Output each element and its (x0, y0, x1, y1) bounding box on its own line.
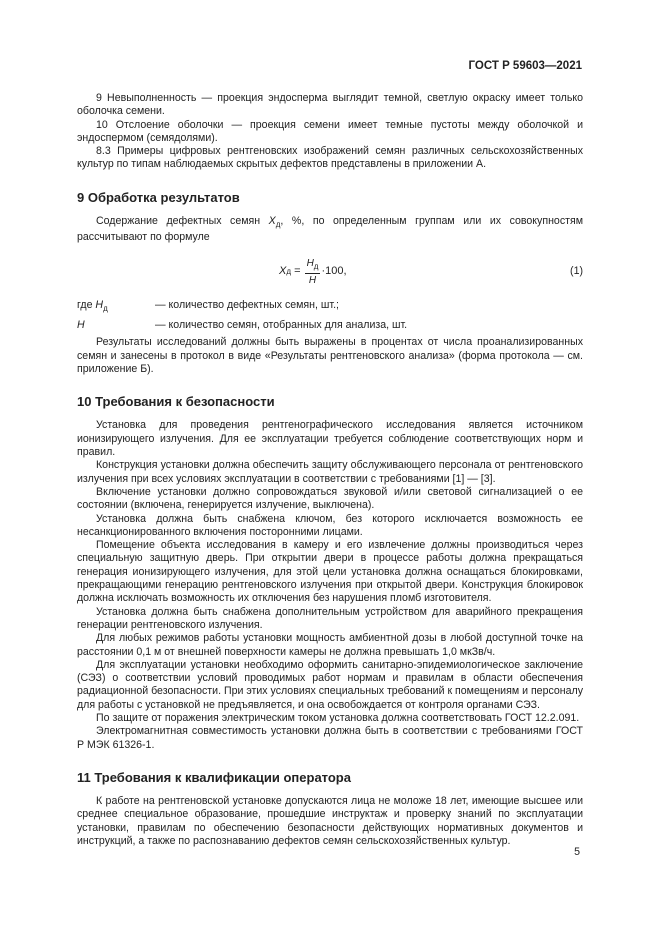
section-10-para-1: Установка для проведения рентгенографического исследования является источником ионизирующего излучения. Для ее эксплуатации требуется соблюдение соответствующих норм и правил. (77, 419, 583, 459)
standard-header: ГОСТ Р 59603—2021 (468, 60, 582, 72)
formula-multiplier: ·100, (321, 265, 347, 278)
section-9-title: 9 Обработка результатов (77, 189, 240, 205)
legend-label-2 (77, 319, 155, 332)
section-10-para-4: Установка должна быть снабжена ключом, без которого исключается возможность ее несанкционированного включения посторонними лицами. (77, 512, 583, 538)
section-9-lead (77, 215, 583, 245)
legend-variable-1: H (95, 298, 104, 311)
lead-text-2: , %, по определенным группам или их совокупностям рассчитывают по формуле (77, 215, 583, 244)
lead-variable-subscript: д (275, 220, 281, 230)
section-10-title: 10 Требования к безопасности (77, 394, 275, 410)
section-10-para-7: Для любых режимов работы установки мощность амбиентной дозы в любой доступной точке на расстоянии 0,1 м от внешней поверхности камеры не должна превышать 1,0 мкЗв/ч. (77, 632, 583, 658)
defect-item-9: 9 Невыполненность — проекция эндосперма выглядит темной, светлую окраску имеет только оболочка семени. (77, 92, 583, 118)
formula-number: (1) (570, 264, 583, 277)
legend-variable-2: H (77, 318, 85, 331)
formula-numerator (305, 257, 321, 274)
formula-legend (77, 299, 583, 333)
formula-expression (279, 257, 347, 288)
formula-denominator: H (308, 274, 317, 286)
legend-where-word: где (77, 298, 93, 311)
formula-lhs: X (279, 265, 287, 278)
lead-variable: X (268, 215, 276, 228)
legend-row-1 (77, 299, 583, 315)
formula-numerator-subscript: д (313, 261, 319, 271)
section-10-para-9: По защите от поражения электрическим током установка должна соответствовать ГОСТ 12.2.091. (96, 711, 580, 724)
legend-definition-2: — количество семян, отобранных для анализа, шт. (155, 318, 408, 331)
section-10-para-5: Помещение объекта исследования в камеру и его извлечение должны производиться через специальную защитную дверь. При открытии двери в процессе работы должна прекращаться генерация ионизирующего излучения, для этой цели установка должна оснащаться блокировками, прекращающими генерацию рентгеновского излучения при открытой двери. Конструкция блокировок должна исключать возможность их отключения без нарушения пломб изготовителя. (77, 539, 583, 605)
section-11-title: 11 Требования к квалификации оператора (77, 769, 351, 785)
defect-item-10: 10 Отслоение оболочки — проекция семени имеет темные пустоты между оболочкой и эндоспермом (семядолями). (77, 118, 583, 144)
section-10-para-3: Включение установки должно сопровождаться звуковой и/или световой сигнализацией о ее состоянии (включена, генерируется излучение, выключена). (77, 485, 583, 512)
formula-1 (77, 253, 583, 291)
section-10-para-2: Конструкция установки должна обеспечить защиту обслуживающего персонала от рентгеновского излучения при всех условиях эксплуатации в соответствии с требованиями [1] — [3]. (77, 459, 583, 485)
page-number: 5 (574, 846, 580, 858)
formula-lhs-subscript: д (286, 267, 292, 277)
section-10-para-10: Электромагнитная совместимость установки должна быть в соответствии с требованиями ГОСТ Р МЭК 61326-1. (77, 725, 583, 751)
formula-numerator-var: H (306, 257, 314, 269)
section-10-para-6: Установка должна быть снабжена дополнительным устройством для аварийного прекращения генерации рентгеновского излучения. (77, 605, 583, 631)
clause-8-3: 8.3 Примеры цифровых рентгеновских изображений семян различных сельскохозяйственных культур по типам наблюдаемых скрытых дефектов представлены в приложении А. (77, 145, 583, 171)
section-9-result: Результаты исследований должны быть выражены в процентах от числа проанализированных семян и занесены в протокол в виде «Результаты рентгеновского анализа» (форма протокола — см. приложение Б). (77, 336, 583, 375)
section-11-para: К работе на рентгеновской установке допускаются лица не моложе 18 лет, имеющие высшее или среднее специальное образование, прошедшие инструктаж и проверку знаний по эксплуатации установки, правилам по обеспечению безопасности действующих нормативных документов и инструкций, а также по распознаванию дефектов семян сельскохозяйственных культур. (77, 795, 583, 848)
formula-fraction (305, 257, 321, 288)
legend-label-1 (77, 299, 155, 315)
formula-equals: = (291, 265, 304, 278)
legend-definition-1: — количество дефектных семян, шт.; (155, 298, 339, 311)
legend-row-2 (77, 319, 583, 332)
legend-variable-1-subscript: д (103, 303, 108, 313)
document-body (77, 92, 583, 848)
section-10-para-8: Для эксплуатации установки необходимо оформить санитарно-эпидемиологическое заключение (СЭЗ) о соответствии условий проводимых работ нормам и правилам в области обеспечения радиационной безопасности. При этих условиях специальных требований к помещениям и персоналу для работы с установкой не предъявляется, и она освобождается от контроля органами СЭЗ. (77, 658, 583, 711)
lead-text-1: Содержание дефектных семян (96, 215, 269, 228)
